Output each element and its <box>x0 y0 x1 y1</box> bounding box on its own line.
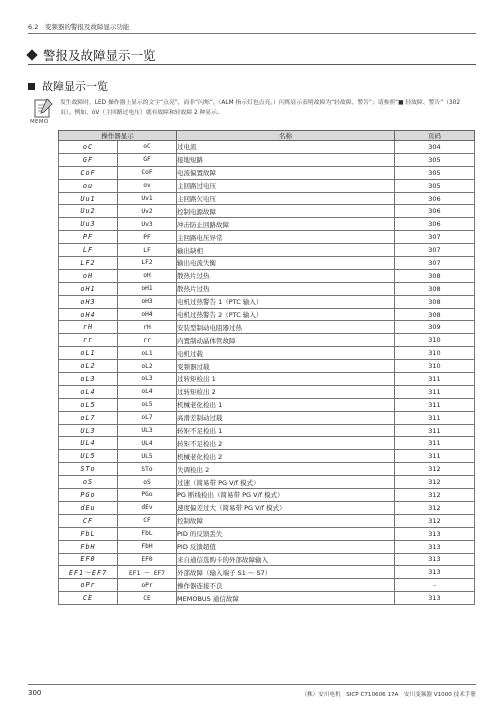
table-row <box>59 295 475 308</box>
fault-table <box>58 130 475 605</box>
led-display: oH3 <box>59 295 118 308</box>
table-row <box>59 308 475 321</box>
page-ref: - <box>395 579 475 592</box>
fault-name: 电流偏置故障 <box>177 166 395 179</box>
fault-name: 散热片过热 <box>177 269 395 282</box>
table-row <box>59 269 475 282</box>
led-display: UL4 <box>59 437 118 450</box>
table-row <box>59 450 475 463</box>
footer-text: （株）安川电机 SICP C710606 17A 安川变频器 V1000 技术手册 <box>301 692 476 698</box>
fault-code: Uv1 <box>118 192 177 205</box>
fault-code: CoF <box>118 166 177 179</box>
led-display: oL5 <box>59 398 118 411</box>
fault-code: LF2 <box>118 257 177 270</box>
led-display: ou <box>59 179 118 192</box>
table-row <box>59 489 475 502</box>
page-ref: 310 <box>395 347 475 360</box>
table-row <box>59 334 475 347</box>
section-title: 警报及故障显示一览 <box>43 48 156 63</box>
led-display: oC <box>59 141 118 154</box>
led-display: oH4 <box>59 308 118 321</box>
fault-code: oL7 <box>118 411 177 424</box>
page-ref: 305 <box>395 179 475 192</box>
led-display: oL2 <box>59 360 118 373</box>
page-ref: 311 <box>395 450 475 463</box>
fault-name: 冲击防止回路故障 <box>177 218 395 231</box>
table-row <box>59 463 475 476</box>
fault-code: oL2 <box>118 360 177 373</box>
footer-rule <box>28 684 476 685</box>
table-row <box>59 501 475 514</box>
fault-name: 电机过热警告 1（PTC 输入） <box>177 295 395 308</box>
fault-code: PF <box>118 231 177 244</box>
page-ref: 308 <box>395 308 475 321</box>
led-display: oPr <box>59 579 118 592</box>
led-display: LF2 <box>59 257 118 270</box>
page-number: 300 <box>28 689 42 697</box>
fault-name: 过速（简易带 PG V/f 模式） <box>177 476 395 489</box>
page-ref: 312 <box>395 501 475 514</box>
led-display: CoF <box>59 166 118 179</box>
table-row <box>59 231 475 244</box>
page-ref: 313 <box>395 553 475 566</box>
fault-name: 操作器连接不良 <box>177 579 395 592</box>
fault-code: UL5 <box>118 450 177 463</box>
table-row <box>59 347 475 360</box>
header-display: 操作器显示 <box>59 131 177 141</box>
led-display: EF0 <box>59 553 118 566</box>
fault-name: 速度偏差过大（简易带 PG V/f 模式） <box>177 501 395 514</box>
page-ref: 311 <box>395 411 475 424</box>
fault-code: EF0 <box>118 553 177 566</box>
led-display: STo <box>59 463 118 476</box>
page-ref: 311 <box>395 398 475 411</box>
fault-code: oL4 <box>118 385 177 398</box>
fault-name: 输出电流失衡 <box>177 257 395 270</box>
page-ref: 307 <box>395 244 475 257</box>
led-display: LF <box>59 244 118 257</box>
page-ref: 313 <box>395 566 475 579</box>
fault-name: PID 的反馈丢失 <box>177 527 395 540</box>
led-display: oH <box>59 269 118 282</box>
led-display: Uu3 <box>59 218 118 231</box>
fault-code: rH <box>118 321 177 334</box>
led-display: CF <box>59 514 118 527</box>
fault-code: GF <box>118 153 177 166</box>
fault-code: CF <box>118 514 177 527</box>
page-ref: 312 <box>395 489 475 502</box>
led-display: rr <box>59 334 118 347</box>
fault-code: dEv <box>118 501 177 514</box>
memo-icon <box>32 97 54 121</box>
page-ref: 304 <box>395 141 475 154</box>
fault-name: 电机过热警告 2（PTC 输入） <box>177 308 395 321</box>
fault-name: 控制电源故障 <box>177 205 395 218</box>
fault-code: FbH <box>118 540 177 553</box>
table-row <box>59 257 475 270</box>
fault-code: UL4 <box>118 437 177 450</box>
table-row <box>59 166 475 179</box>
page-ref: 305 <box>395 166 475 179</box>
fault-code: oPr <box>118 579 177 592</box>
led-display: oL3 <box>59 373 118 386</box>
fault-code: oH <box>118 269 177 282</box>
fault-name: 散热片过热 <box>177 282 395 295</box>
page-ref: 309 <box>395 321 475 334</box>
fault-code: oH3 <box>118 295 177 308</box>
table-row <box>59 540 475 553</box>
fault-code: CE <box>118 592 177 605</box>
fault-name: 外部故障（输入端子 S1 ～ S7） <box>177 566 395 579</box>
table-row <box>59 592 475 605</box>
led-display: rH <box>59 321 118 334</box>
table-row <box>59 153 475 166</box>
led-display: UL5 <box>59 450 118 463</box>
table-row <box>59 424 475 437</box>
fault-table-body <box>59 141 475 605</box>
table-row <box>59 321 475 334</box>
table-row <box>59 398 475 411</box>
fault-code: EF1 ～ EF7 <box>118 566 177 579</box>
fault-name: PG 断线检出（简易带 PG V/f 模式） <box>177 489 395 502</box>
fault-name: 过转矩检出 1 <box>177 373 395 386</box>
fault-code: oH4 <box>118 308 177 321</box>
fault-code: STo <box>118 463 177 476</box>
fault-name: 控制故障 <box>177 514 395 527</box>
fault-code: rr <box>118 334 177 347</box>
diamond-bullet-icon <box>26 49 37 60</box>
table-row <box>59 553 475 566</box>
fault-name: 接地短路 <box>177 153 395 166</box>
fault-name: 过电流 <box>177 141 395 154</box>
header-name: 名称 <box>177 131 395 141</box>
fault-name: 电机过载 <box>177 347 395 360</box>
fault-name: 机械老化检出 2 <box>177 450 395 463</box>
square-bullet-icon <box>28 83 35 90</box>
table-row <box>59 579 475 592</box>
page-ref: 310 <box>395 360 475 373</box>
fault-code: ov <box>118 179 177 192</box>
fault-name: 转矩不足检出 2 <box>177 437 395 450</box>
page-ref: 311 <box>395 373 475 386</box>
fault-name: 输出缺相 <box>177 244 395 257</box>
table-row <box>59 244 475 257</box>
fault-code: FbL <box>118 527 177 540</box>
page-ref: 306 <box>395 218 475 231</box>
table-row <box>59 476 475 489</box>
table-row <box>59 514 475 527</box>
fault-code: oL3 <box>118 373 177 386</box>
page-ref: 313 <box>395 592 475 605</box>
page-ref: 310 <box>395 334 475 347</box>
led-display: EF1～EF7 <box>59 566 118 579</box>
table-row <box>59 437 475 450</box>
running-header: 6.2 变频器的警报及故障显示功能 <box>28 22 476 34</box>
fault-name: 主回路欠电压 <box>177 192 395 205</box>
page-ref: 312 <box>395 463 475 476</box>
fault-name: MEMOBUS 通信故障 <box>177 592 395 605</box>
page-ref: 308 <box>395 282 475 295</box>
fault-name: PID 反馈超值 <box>177 540 395 553</box>
table-row <box>59 411 475 424</box>
fault-code: oC <box>118 141 177 154</box>
fault-name: 主回路电压异常 <box>177 231 395 244</box>
page-ref: 313 <box>395 527 475 540</box>
led-display: Uu1 <box>59 192 118 205</box>
fault-code: UL3 <box>118 424 177 437</box>
led-display: GF <box>59 153 118 166</box>
page-ref: 307 <box>395 231 475 244</box>
section-rule <box>28 64 476 65</box>
table-row <box>59 179 475 192</box>
led-display: UL3 <box>59 424 118 437</box>
fault-name: 失调检出 2 <box>177 463 395 476</box>
header-page: 页码 <box>395 131 475 141</box>
table-header-row <box>59 131 475 141</box>
section-heading <box>28 46 156 64</box>
fault-name: 转矩不足检出 1 <box>177 424 395 437</box>
table-row <box>59 566 475 579</box>
table-row <box>59 141 475 154</box>
fault-code: oL5 <box>118 398 177 411</box>
fault-name: 高滑差制动过载 <box>177 411 395 424</box>
page-ref: 312 <box>395 514 475 527</box>
page-ref: 311 <box>395 437 475 450</box>
subsection-heading <box>28 78 108 94</box>
memo-text: 发生故障时，LED 操作器上显示的文字“点亮”，而非“闪烁”。（ALM 指示灯也点亮。）闪烁显示表明故障为“轻故障、警告”；请参照“■ 轻故障、警告”（302 页）。例如，oV（主回路过电压）就有故障和轻故障 2 种显示。 <box>60 100 461 116</box>
led-display: oL7 <box>59 411 118 424</box>
fault-name: 变频器过载 <box>177 360 395 373</box>
led-display: Uu2 <box>59 205 118 218</box>
table-row <box>59 282 475 295</box>
fault-code: oL1 <box>118 347 177 360</box>
page-ref: 312 <box>395 476 475 489</box>
page-ref: 306 <box>395 192 475 205</box>
table-row <box>59 205 475 218</box>
fault-name: 主回路过电压 <box>177 179 395 192</box>
fault-name: 来自通信选购卡的外部故障输入 <box>177 553 395 566</box>
led-display: FbL <box>59 527 118 540</box>
page-ref: 311 <box>395 385 475 398</box>
led-display: oS <box>59 476 118 489</box>
led-display: PF <box>59 231 118 244</box>
table-row <box>59 385 475 398</box>
page-ref: 308 <box>395 269 475 282</box>
page-ref: 308 <box>395 295 475 308</box>
fault-code: Uv2 <box>118 205 177 218</box>
page-ref: 311 <box>395 424 475 437</box>
table-row <box>59 218 475 231</box>
page-ref: 305 <box>395 153 475 166</box>
page-ref: 307 <box>395 257 475 270</box>
led-display: oL1 <box>59 347 118 360</box>
subsection-title: 故障显示一览 <box>42 80 108 93</box>
fault-name: 安装型制动电阻器过热 <box>177 321 395 334</box>
fault-code: oH1 <box>118 282 177 295</box>
page-ref: 313 <box>395 540 475 553</box>
fault-code: PGo <box>118 489 177 502</box>
led-display: CE <box>59 592 118 605</box>
table-row <box>59 360 475 373</box>
table-row <box>59 192 475 205</box>
table-row <box>59 527 475 540</box>
led-display: FbH <box>59 540 118 553</box>
led-display: oL4 <box>59 385 118 398</box>
fault-code: oS <box>118 476 177 489</box>
fault-name: 机械老化检出 1 <box>177 398 395 411</box>
memo-label: MEMO <box>30 119 49 125</box>
led-display: PGo <box>59 489 118 502</box>
fault-name: 过转矩检出 2 <box>177 385 395 398</box>
fault-name: 内置制动晶体管故障 <box>177 334 395 347</box>
fault-code: LF <box>118 244 177 257</box>
fault-code: Uv3 <box>118 218 177 231</box>
led-display: dEu <box>59 501 118 514</box>
page-ref: 306 <box>395 205 475 218</box>
table-row <box>59 373 475 386</box>
led-display: oH1 <box>59 282 118 295</box>
